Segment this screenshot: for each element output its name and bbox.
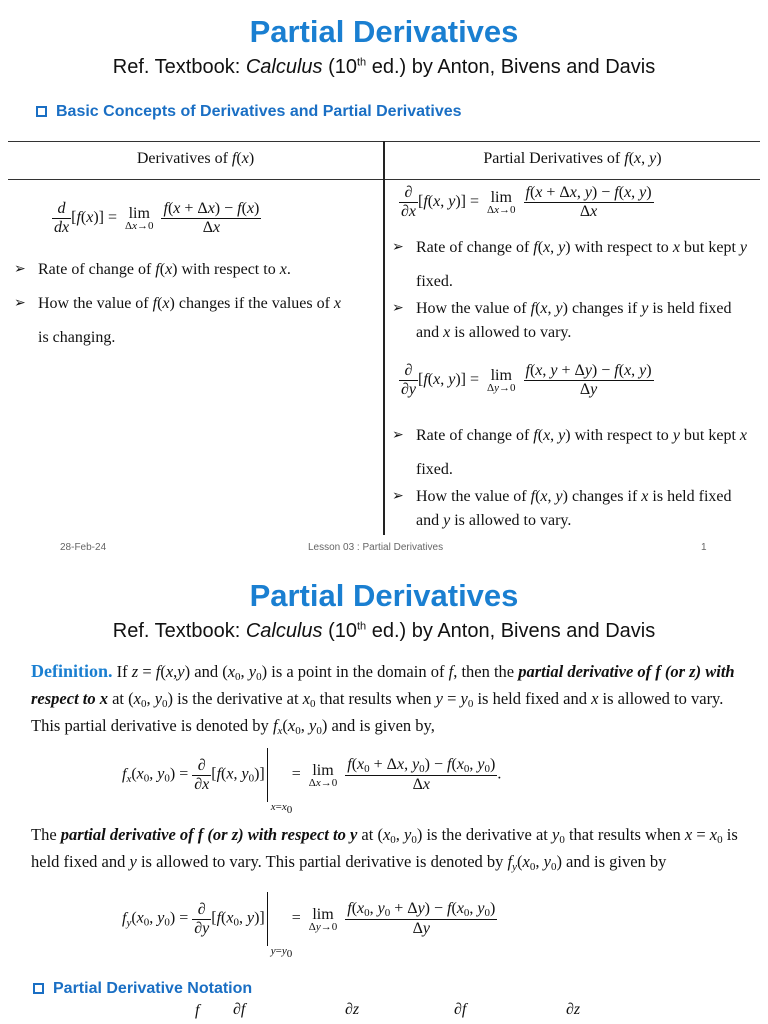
list-item: ➢ Rate of change of f(x, y) with respect to y but kept x fixed. — [392, 419, 754, 487]
arrow-bullet-icon: ➢ — [392, 428, 404, 443]
arrow-bullet-icon: ➢ — [392, 240, 404, 255]
section-heading: Basic Concepts of Derivatives and Partial Derivatives — [36, 103, 462, 121]
checkbox-bullet-icon — [33, 983, 44, 994]
list-item: ➢ How the value of f(x) changes if the values of x is changing. — [14, 287, 354, 355]
reference-line: Ref. Textbook: Calculus (10th ed.) by Anton, Bivens and Davis — [112, 56, 656, 78]
arrow-bullet-icon: ➢ — [392, 301, 404, 316]
list-item: ➢ Rate of change of f(x) with respect to x. — [14, 253, 374, 287]
arrow-bullet-icon: ➢ — [14, 296, 26, 311]
slide-title: Partial Derivatives — [249, 14, 519, 49]
footer-page-number: 1 — [701, 542, 707, 553]
ref-book: Calculus — [245, 56, 323, 78]
list-item: ➢ How the value of f(x, y) changes if x is held fixed and y is allowed to vary. — [392, 485, 754, 533]
table-column-divider — [383, 141, 385, 535]
notation-fraction-2: ∂f — [233, 1001, 246, 1018]
notation-fraction-3: ∂z — [345, 1001, 360, 1018]
arrow-bullet-icon: ➢ — [392, 489, 404, 504]
reference-line: Ref. Textbook: Calculus (10th ed.) by Anton, Bivens and Davis — [112, 620, 656, 642]
ref-label: Ref. Textbook: — [112, 56, 241, 78]
section-heading: Partial Derivative Notation — [33, 980, 252, 998]
list-item: ➢ Rate of change of f(x, y) with respect to x but kept y fixed. — [392, 231, 754, 299]
column-header-derivatives: Derivatives of f(x) — [136, 150, 255, 167]
footer-date: 28-Feb-24 — [60, 542, 107, 553]
notation-fraction-5: ∂z — [566, 1001, 581, 1018]
checkbox-bullet-icon — [36, 106, 47, 117]
slide-2 — [0, 562, 768, 1024]
partial-x-definition-formula: $f_x(x_0$, $y_0$) = $\frac{\partial}{\partial x}$ [f(x, $y_0$)] $x=x_0$ = lim Δx→0 $\frac{f(x_0 + \Delta x, y_0) - f(x_0, y_0)}{\Delta x}$ . — [122, 748, 501, 802]
footer-lesson: Lesson 03 : Partial Derivatives — [308, 542, 444, 553]
column-header-partial-derivatives: Partial Derivatives of f(x, y) — [483, 150, 662, 167]
notation-fraction-1: f — [195, 1002, 200, 1019]
definition-label: Definition. — [31, 661, 113, 681]
derivative-formula: $\frac{d}{dx}$ [f(x)] = lim Δx→0 $\frac{f(x + \Delta x) - f(x)}{\Delta x}$ — [54, 200, 260, 236]
slide-title: Partial Derivatives — [249, 578, 519, 613]
notation-fraction-4: ∂f — [454, 1001, 467, 1018]
arrow-bullet-icon: ➢ — [14, 262, 26, 277]
partial-y-formula: $\frac{\partial}{\partial y}$ [f(x, y)] = lim Δy→0 $\frac{f(x, y + \Delta y) - f(x, y)}{\Delta y}$ — [401, 362, 652, 398]
definition-paragraph: Definition. If z = f(x,y) and ($x_0$, $y_0$) is a point in the domain of f, then the partial derivative of f (or z) with respect to x at ($x_0$, $y_0$) is the derivative at $x_0$ that results when $y = y_0$ is held fixed and x is allowed to vary. This partial derivative is denoted by $f_x(x_0$, $y_0$) and is given by, — [31, 661, 735, 737]
list-item: ➢ How the value of f(x, y) changes if y is held fixed and x is allowed to vary. — [392, 297, 754, 345]
partial-y-paragraph: The partial derivative of f (or z) with respect to y at ($x_0$, $y_0$) is the derivative at $y_0$ that results when $x = x_0$ is held fixed and y is allowed to vary. This partial derivative is denoted by $f_y(x_0$, $y_0$) and is given by — [31, 825, 738, 873]
partial-x-formula: $\frac{\partial}{\partial x}$ [f(x, y)] = lim Δx→0 $\frac{f(x + \Delta x, y) - f(x, y)}{\Delta x}$ — [401, 184, 652, 220]
partial-y-definition-formula: $f_y(x_0$, $y_0$) = $\frac{\partial}{\partial y}$ [$f(x_0$, y)] $y=y_0$ = lim Δy→0 $\frac{f(x_0, y_0 + \Delta y) - f(x_0, y_0)}{\Delta y}$ — [122, 892, 497, 946]
